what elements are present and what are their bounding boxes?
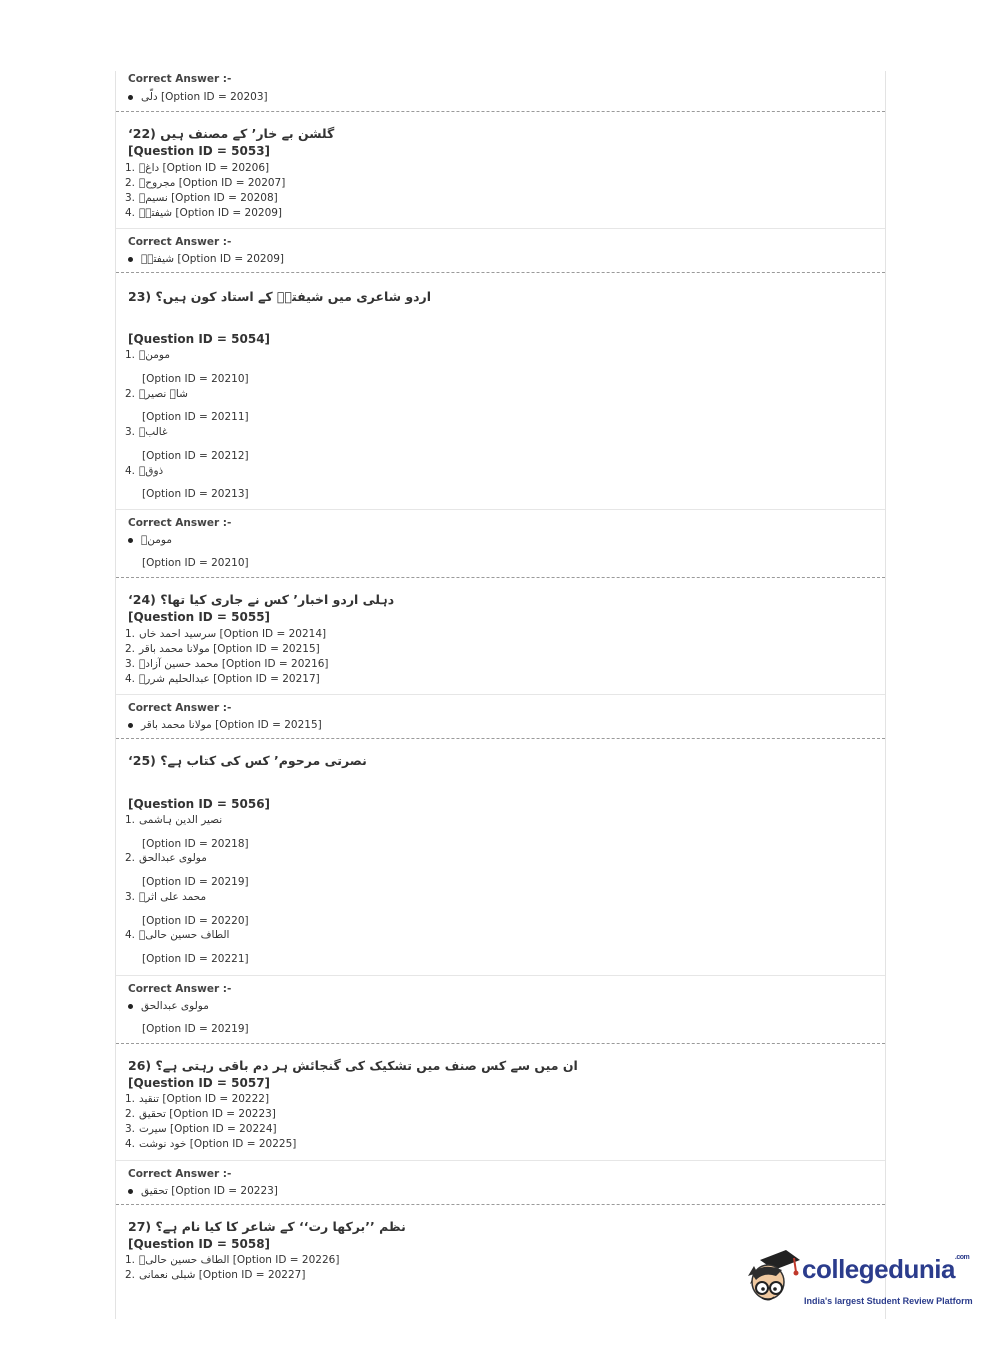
- option-item: 1. نصیر الدین ہاشمی: [125, 814, 223, 826]
- exam-page: [115, 71, 886, 1319]
- question-id: [Question ID = 5058]: [128, 1237, 271, 1251]
- question-title: ‘دہلی اردو اخبار’ کس نے جاری کیا تھا؟ (24: [128, 592, 395, 607]
- option-item: 3. غالبؔ: [125, 426, 168, 438]
- option-item: 4. الطاف حسین حالیؔ: [125, 929, 230, 941]
- correct-answer: تحقیق [Option ID = 20223]: [128, 1185, 278, 1197]
- question-id: [Question ID = 5056]: [128, 797, 271, 811]
- question-block-25: [116, 738, 885, 975]
- correct-answer: مولوی عبدالحق: [128, 1000, 209, 1012]
- answer-block-25: [116, 975, 885, 1043]
- collegedunia-logo: [742, 1248, 972, 1318]
- question-id: [Question ID = 5055]: [128, 610, 271, 624]
- option-item: 2. مجروحؔ [Option ID = 20207]: [125, 177, 286, 189]
- option-item: 3. محمد علی اثرؔ: [125, 891, 207, 903]
- question-title: ‘نصرتی مرحوم’ کس کی کتاب ہے؟ (25: [128, 753, 367, 768]
- option-item: 2. شاہ نصیرؔ: [125, 388, 188, 400]
- option-item: 1. سرسید احمد خاں [Option ID = 20214]: [125, 628, 327, 640]
- question-id: [Question ID = 5054]: [128, 332, 271, 346]
- correct-answer-label: Correct Answer :-: [128, 702, 232, 714]
- question-title: اردو شاعری میں شیفتہؔ کے استاد کون ہیں؟ (23: [128, 289, 432, 304]
- option-item: 1. الطاف حسین حالیؔ [Option ID = 20226]: [125, 1254, 340, 1266]
- correct-answer-label: Correct Answer :-: [128, 517, 232, 529]
- option-id: [Option ID = 20210]: [142, 373, 249, 385]
- question-block-23: [116, 272, 885, 509]
- correct-answer: دلّی [Option ID = 20203]: [128, 91, 268, 103]
- option-item: 3. سیرت [Option ID = 20224]: [125, 1123, 277, 1135]
- question-block-22: [116, 111, 885, 228]
- bullet-icon: [128, 95, 133, 100]
- option-id: [Option ID = 20210]: [142, 557, 249, 569]
- option-item: 4. ذوقؔ: [125, 465, 164, 477]
- option-id: [Option ID = 20220]: [142, 915, 249, 927]
- question-title: ان میں سے کس صنف میں تشکیک کی گنجائش ہر دم باقی رہتی ہے؟ (26: [128, 1058, 578, 1073]
- correct-answer-label: Correct Answer :-: [128, 73, 232, 85]
- correct-answer-label: Correct Answer :-: [128, 1168, 232, 1180]
- option-id: [Option ID = 20219]: [142, 876, 249, 888]
- correct-answer-label: Correct Answer :-: [128, 236, 232, 248]
- logo-tagline: India's largest Student Review Platform: [804, 1296, 973, 1306]
- option-id: [Option ID = 20213]: [142, 488, 249, 500]
- option-id: [Option ID = 20221]: [142, 953, 249, 965]
- answer-block-24: [116, 694, 885, 738]
- correct-answer: مومنؔ: [128, 534, 172, 546]
- option-id: [Option ID = 20218]: [142, 838, 249, 850]
- option-id: [Option ID = 20211]: [142, 411, 249, 423]
- option-item: 4. شیفتہؔ [Option ID = 20209]: [125, 207, 283, 219]
- mascot-icon: [742, 1248, 802, 1310]
- answer-block-23: [116, 509, 885, 577]
- bullet-icon: [128, 1189, 133, 1194]
- option-item: 3. نسیمؔ [Option ID = 20208]: [125, 192, 278, 204]
- option-id: [Option ID = 20212]: [142, 450, 249, 462]
- option-item: 1. تنقید [Option ID = 20222]: [125, 1093, 270, 1105]
- option-item: 4. عبدالحلیم شررؔ [Option ID = 20217]: [125, 673, 320, 685]
- option-item: 3. محمد حسین آزادؔ [Option ID = 20216]: [125, 658, 329, 670]
- option-item: 1. مومنؔ: [125, 349, 170, 361]
- option-item: 4. خود نوشت [Option ID = 20225]: [125, 1138, 297, 1150]
- option-item: 2. شبلی نعمانی [Option ID = 20227]: [125, 1269, 306, 1281]
- option-item: 1. داغؔ [Option ID = 20206]: [125, 162, 270, 174]
- logo-wordmark: collegedunia$^{.com}$: [802, 1254, 970, 1284]
- question-block-26: [116, 1043, 885, 1160]
- option-id: [Option ID = 20219]: [142, 1023, 249, 1035]
- question-title: نظم ’’برکھا رت‘‘ کے شاعر کا کیا نام ہے؟ (27: [128, 1219, 406, 1234]
- answer-block-26: [116, 1160, 885, 1204]
- answer-block-22: [116, 228, 885, 272]
- option-item: 2. مولوی عبدالحق: [125, 852, 207, 864]
- question-id: [Question ID = 5053]: [128, 144, 271, 158]
- option-item: 2. مولانا محمد باقر [Option ID = 20215]: [125, 643, 320, 655]
- question-title: ‘گلشن بے خار’ کے مصنف ہیں (22: [128, 126, 335, 141]
- bullet-icon: [128, 723, 133, 728]
- bullet-icon: [128, 1004, 133, 1009]
- question-id: [Question ID = 5057]: [128, 1076, 271, 1090]
- correct-answer-label: Correct Answer :-: [128, 983, 232, 995]
- bullet-icon: [128, 538, 133, 543]
- question-block-24: [116, 577, 885, 694]
- option-item: 2. تحقیق [Option ID = 20223]: [125, 1108, 276, 1120]
- correct-answer: شیفتہؔ [Option ID = 20209]: [128, 253, 284, 265]
- correct-answer: مولانا محمد باقر [Option ID = 20215]: [128, 719, 322, 731]
- answer-block-21: [116, 71, 885, 111]
- bullet-icon: [128, 257, 133, 262]
